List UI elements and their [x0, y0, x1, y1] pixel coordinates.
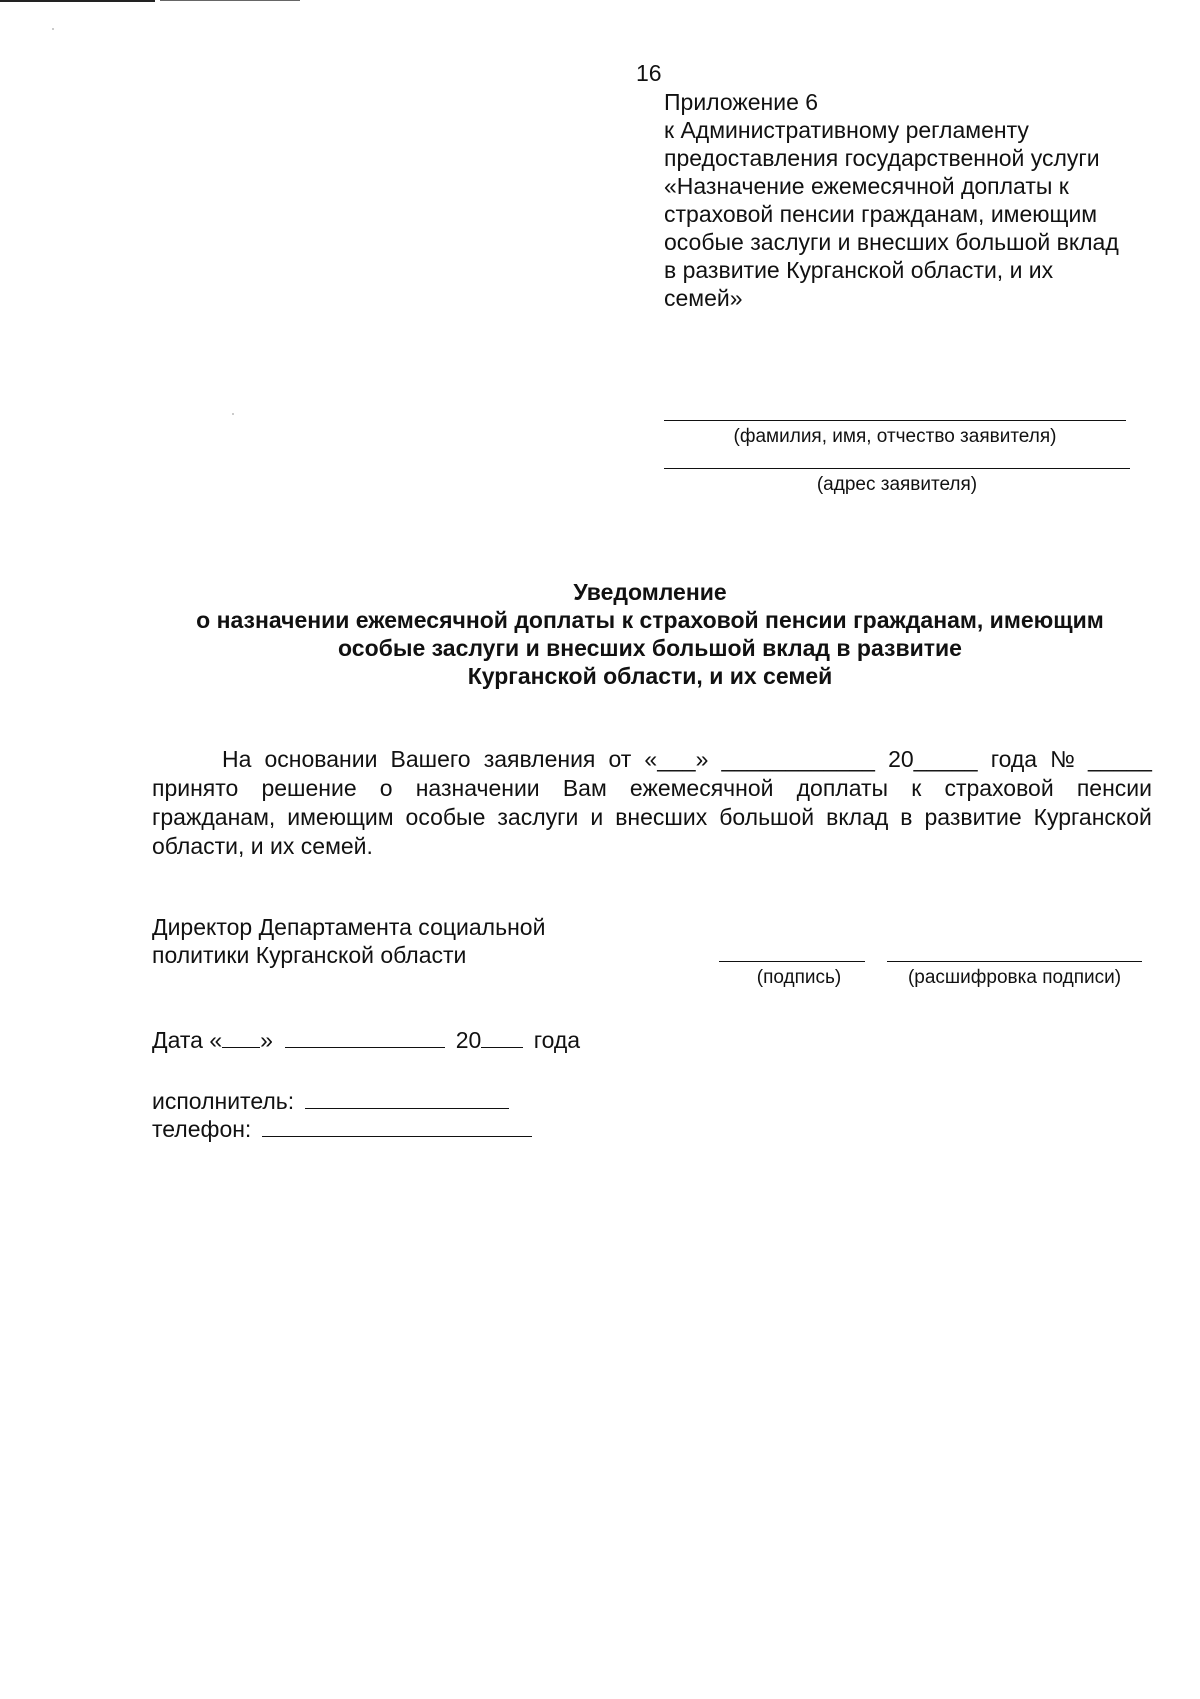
- director-position-line: политики Курганской области: [152, 942, 467, 968]
- body-line-4: области, и их семей.: [152, 833, 373, 859]
- scan-speck: [232, 413, 234, 415]
- director-position: [152, 913, 545, 969]
- body-line-1: [152, 745, 1152, 774]
- notice-body: [152, 745, 1152, 861]
- body-word: вклад: [826, 804, 889, 830]
- body-word: пенсии: [1076, 775, 1152, 801]
- body-line-2: [152, 774, 1152, 803]
- date-label: Дата «: [152, 1027, 223, 1053]
- body-word: На: [222, 746, 252, 772]
- executor-block: [152, 1087, 532, 1143]
- body-word: назначении: [415, 775, 540, 801]
- date-month-blank: [285, 1027, 445, 1048]
- application-year-blank: 20_____: [888, 746, 978, 772]
- body-word: заявления: [483, 746, 596, 772]
- body-word: и: [590, 804, 604, 830]
- body-word: к: [911, 775, 922, 801]
- body-word: решение: [261, 775, 357, 801]
- body-word: Курганской: [1033, 804, 1152, 830]
- date-year-prefix: 20: [455, 1027, 482, 1053]
- signature-decode-line: [887, 961, 1142, 962]
- appendix-header: [664, 88, 1164, 312]
- notice-title-line: Уведомление: [573, 579, 727, 605]
- scan-speck: [52, 28, 54, 30]
- body-word: №: [1050, 746, 1075, 772]
- application-number-blank: _____: [1087, 746, 1152, 772]
- appendix-line: предоставления государственной услуги: [664, 145, 1100, 171]
- application-day-blank: «___»: [644, 746, 709, 772]
- notice-title: [150, 578, 1150, 690]
- body-word: года: [990, 746, 1038, 772]
- body-line-3: [152, 803, 1152, 832]
- executor-line: [152, 1087, 532, 1115]
- appendix-line: семей»: [664, 285, 743, 311]
- appendix-line: к Административному регламенту: [664, 117, 1029, 143]
- appendix-line: особые заслуги и внесших большой вклад: [664, 229, 1119, 255]
- signature-line: [719, 961, 865, 962]
- body-word: принято: [152, 775, 239, 801]
- executor-label: исполнитель:: [152, 1088, 295, 1114]
- body-word: от: [608, 746, 632, 772]
- body-word: развитие: [924, 804, 1022, 830]
- body-word: особые: [405, 804, 486, 830]
- page-number: 16: [636, 60, 662, 86]
- body-word: большой: [719, 804, 815, 830]
- date-day-blank: [222, 1027, 260, 1048]
- body-word: внесших: [615, 804, 708, 830]
- date-year-blank: [481, 1027, 523, 1048]
- body-word: в: [900, 804, 913, 830]
- scan-edge-mark: [0, 0, 155, 2]
- body-word: Вашего: [390, 746, 471, 772]
- executor-blank: [305, 1088, 509, 1109]
- application-month-blank: ____________: [721, 746, 875, 772]
- phone-label: телефон:: [152, 1116, 252, 1142]
- body-word: о: [379, 775, 393, 801]
- applicant-name-line: [664, 420, 1126, 421]
- phone-line: [152, 1115, 532, 1143]
- applicant-name-caption: (фамилия, имя, отчество заявителя): [733, 426, 1057, 447]
- body-word: основании: [264, 746, 378, 772]
- appendix-line: Приложение 6: [664, 89, 819, 115]
- body-word: гражданам,: [152, 804, 276, 830]
- appendix-line: в развитие Курганской области, и их: [664, 257, 1054, 283]
- applicant-address-caption: (адрес заявителя): [816, 474, 978, 495]
- signature-caption: (подпись): [756, 967, 842, 988]
- notice-title-line: о назначении ежемесячной доплаты к страховой пенсии гражданам, имеющим: [196, 607, 1104, 633]
- appendix-line: страховой пенсии гражданам, имеющим: [664, 201, 1098, 227]
- notice-title-line: особые заслуги и внесших большой вклад в развитие: [338, 635, 962, 661]
- signature-decode-caption: (расшифровка подписи): [907, 967, 1122, 988]
- body-word: ежемесячной: [629, 775, 774, 801]
- date-year-suffix: года: [533, 1027, 581, 1053]
- body-word: имеющим: [287, 804, 394, 830]
- date-line: [152, 1027, 580, 1054]
- body-word: заслуги: [497, 804, 579, 830]
- date-close-quote: »: [260, 1027, 273, 1053]
- scan-edge-mark: [160, 0, 300, 1]
- notice-title-line: Курганской области, и их семей: [467, 663, 833, 689]
- body-word: Вам: [562, 775, 607, 801]
- body-word: страховой: [944, 775, 1054, 801]
- phone-blank: [262, 1116, 532, 1137]
- applicant-address-line: [664, 468, 1130, 469]
- body-word: доплаты: [796, 775, 889, 801]
- director-position-line: Директор Департамента социальной: [152, 914, 546, 940]
- appendix-line: «Назначение ежемесячной доплаты к: [664, 173, 1069, 199]
